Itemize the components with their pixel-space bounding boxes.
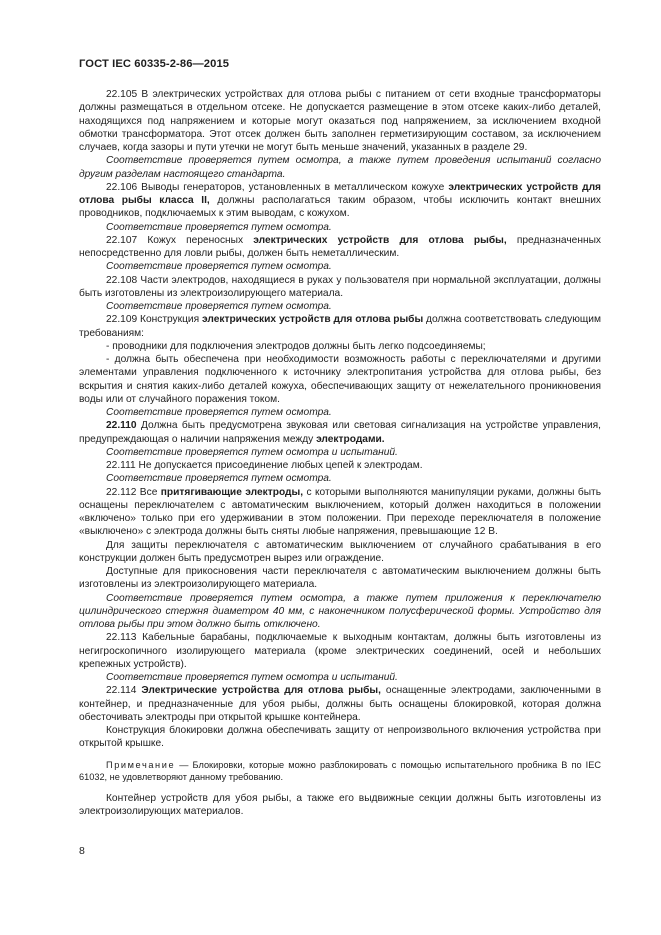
list-item: - проводники для подключения электродов должны быть легко подсоединяемы; — [106, 340, 486, 352]
paragraph: Контейнер устройств для убоя рыбы, а также его выдвижные секции должны быть изготовлены из электроизолирующих материалов. — [79, 792, 601, 817]
defined-term: электродами. — [316, 433, 385, 445]
compliance-check: Соответствие проверяется путем осмотра. — [106, 261, 332, 273]
defined-term: электрических устройств для отлова рыбы — [202, 314, 424, 326]
clause-22-110: 22.110 Должна быть предусмотрена звуковая или световая сигнализация на устройстве управления, предупреждающая о наличии напряжения между электродами. — [79, 420, 601, 445]
clause-22-106: 22.106 Выводы генераторов, установленных в металлическом кожухе электрических устройств для отлова рыбы класса II, должны располагаться таким образом, чтобы исключить контакт внешних проводников, подключаемых к этим выводам, с кожухом. — [79, 181, 601, 220]
compliance-check: Соответствие проверяется путем осмотра, а также путем приложения к переключателю цилиндрического стержня диаметром 40 мм, с наконечником полусферической формы. Устройство для отлова рыбы при этом должно быть отключено. — [79, 592, 601, 630]
defined-term: электрических устройств для отлова рыбы класса II, — [79, 181, 601, 206]
clause-22-109: 22.109 Конструкция электрических устройств для отлова рыбы должна соответствовать следующим требованиям: — [79, 314, 601, 339]
note: Примечание — Блокировки, которые можно разблокировать с помощью испытательного пробника В по IEC 61032, не удовлетворяют данному требованию. — [79, 759, 601, 783]
paragraph: Доступные для прикосновения части переключателя с автоматическим выключением должны быть изготовлены из электроизолирующего материала. — [79, 566, 601, 591]
paragraph: Конструкция блокировки должна обеспечивать защиту от непроизвольного включения устройства при открытой крышке. — [79, 725, 601, 750]
compliance-check: Соответствие проверяется путем осмотра и испытаний. — [106, 446, 398, 458]
clause-22-114: 22.114 Электрические устройства для отлова рыбы, оснащенные электродами, заключенными в контейнер, и предназначенные для убоя рыбы, должны быть оснащены блокировкой, которая должна обесточивать электроды при открытой крышке контейнера. — [79, 685, 602, 723]
document-body — [79, 88, 601, 818]
defined-term: Электрические устройства для отлова рыбы, — [141, 685, 381, 697]
paragraph: Для защиты переключателя с автоматическим выключением от случайного срабатывания в его конструкции должен быть предусмотрен вырез или ограждение. — [79, 539, 601, 564]
compliance-check: Соответствие проверяется путем осмотра. — [106, 221, 332, 233]
page-number: 8 — [79, 845, 85, 857]
list-item: - должна быть обеспечена при необходимости возможность работы с переключателями и другими элементами управления подключенного к источнику электропитания устройства для отлова рыбы, без вскрытия и снятия каких-либо деталей кожуха, обеспечивающих защиту от нежелательного проникновения воды или от случайного поражения током. — [79, 354, 601, 405]
defined-term: притягивающие электроды, — [160, 486, 304, 498]
clause-22-105: 22.105 В электрических устройствах для отлова рыбы с питанием от сети входные трансформаторы должны размещаться в отдельном отсеке. Не допускается размещение в этом отсеке каких-либо деталей, находящихся под напряжением и которые могут оказаться под напряжением, за исключением входной обмотки трансформатора. Этот отсек должен быть заполнен герметизирующим составом, за исключением случаев, когда зазоры и пути утечки не могут быть меньше значений, указанных в разделе 29. — [79, 89, 601, 153]
compliance-check: Соответствие проверяется путем осмотра. — [106, 301, 332, 312]
compliance-check: Соответствие проверяется путем осмотра, а также путем проведения испытаний согласно другим разделам настоящего стандарта. — [79, 155, 601, 180]
compliance-check: Соответствие проверяется путем осмотра и испытаний. — [106, 672, 398, 683]
clause-22-113: 22.113 Кабельные барабаны, подключаемые к выходным контактам, должны быть изготовлены из негигроскопичного изолирующего материала (кроме электрических соединений, осей и небольших крепежных устройств). — [79, 632, 601, 670]
clause-22-111: 22.111 Не допускается присоединение любых цепей к электродам. — [106, 460, 423, 471]
clause-22-108: 22.108 Части электродов, находящиеся в руках у пользователя при нормальной эксплуатации, должны быть изготовлены из электроизолирующего материала. — [79, 274, 601, 299]
defined-term: электрических устройств для отлова рыбы, — [253, 234, 507, 246]
document-header: ГОСТ IEC 60335-2-86—2015 — [79, 58, 230, 70]
compliance-check: Соответствие проверяется путем осмотра. — [106, 407, 332, 418]
note-label: Примечание — [106, 759, 176, 770]
clause-22-107: 22.107 Кожух переносных электрических устройств для отлова рыбы, предназначенных непосредственно для ловли рыбы, должен быть неметаллическим. — [79, 234, 601, 259]
compliance-check: Соответствие проверяется путем осмотра. — [106, 473, 332, 485]
clause-22-112: 22.112 Все притягивающие электроды, с которыми выполняются манипуляции руками, должны быть оснащены переключателем с автоматическим выключением, который должен находиться в положении «включено» только при его удерживании в этом положении. При переходе переключателя в положение «выключено» с электрода должны быть сняты любые напряжения, превышающие 12 В. — [79, 486, 602, 538]
